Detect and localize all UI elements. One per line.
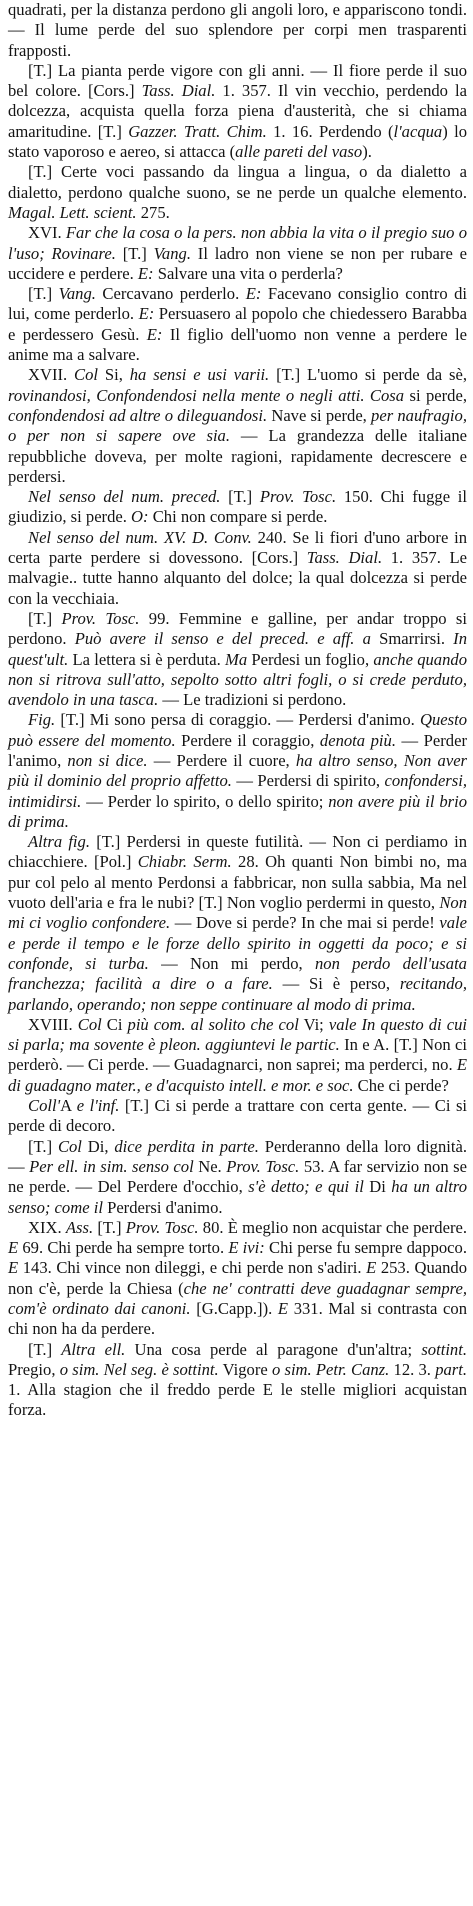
text-run: A bbox=[60, 1096, 77, 1116]
text-run: 1. 16. Perdendo ( bbox=[266, 121, 394, 141]
text-run: XIX. bbox=[28, 1217, 66, 1237]
text-run: Vi; bbox=[298, 1014, 329, 1034]
paragraph bbox=[8, 1096, 467, 1137]
italic-run: Vang. bbox=[153, 243, 191, 263]
text-run: Si, bbox=[98, 365, 130, 385]
italic-run: Ass. bbox=[65, 1217, 94, 1237]
italic-run: Prov. Tosc. bbox=[226, 1156, 300, 1176]
text-run: 1. 357. Le malvagie.. tutte hanno alquanto del dolce; la qual dolcezza si perde con la vecchiaia. bbox=[8, 548, 467, 608]
text-run: 150. Chi fugge il giudizio, si perde. bbox=[8, 487, 467, 527]
text-run: — Perder lo spirito, o dello spirito; bbox=[81, 791, 329, 811]
paragraph bbox=[8, 1218, 467, 1340]
text-run: 28. Oh quanti Non bimbi no, ma pur col pelo al mento Perdonsi a fabbricar, non sulla sabbia, Ma nel vuoto dell'aria e fra le nubi? [T.] Non voglio perdermi in questo, bbox=[8, 852, 467, 913]
text-run: si perde, bbox=[404, 385, 467, 405]
text-run: La lettera si è perduta. bbox=[68, 649, 226, 669]
italic-run: Altra fig. bbox=[28, 832, 90, 852]
italic-run: ha un altro senso; come il bbox=[8, 1177, 467, 1217]
italic-run: E bbox=[8, 1238, 19, 1258]
italic-run: non avere più il brio di prima. bbox=[8, 791, 467, 831]
text-run: 331. Mal si contrasta con chi non ha da perdere. bbox=[8, 1299, 467, 1339]
text-run: — Dove si perde? In che mai si perde! bbox=[170, 913, 440, 933]
text-run: — Le tradizioni si perdono. bbox=[158, 690, 347, 710]
paragraph bbox=[8, 162, 467, 223]
text-run: Perdersi d'animo. bbox=[102, 1197, 223, 1217]
italic-run: Non mi ci voglio confondere. bbox=[8, 893, 467, 933]
text-run: [T.] Certe voci passando da lingua a lingua, o da dialetto a dialetto, perdono qualche suono, se ne perde un qualche elemento. bbox=[8, 162, 467, 202]
text-run: [T.] bbox=[28, 1339, 62, 1359]
italic-run: Nel senso del num. preced. bbox=[28, 487, 221, 507]
text-run: Di bbox=[363, 1177, 392, 1197]
text-run: Smarrirsi. bbox=[370, 629, 454, 649]
text-run: ) lo stato vaporoso e aereo, si attacca ( bbox=[8, 121, 467, 162]
text-run: Perderanno della loro dignità. — bbox=[8, 1136, 467, 1176]
italic-run: confondersi, intimidirsi. bbox=[8, 771, 467, 811]
italic-run: vale In questo di cui si parla; ma sovente è pleon. aggiuntevi le partic. bbox=[8, 1014, 467, 1055]
italic-run: E bbox=[277, 1299, 289, 1318]
text-run: 1. 357. Il vin vecchio, perdendo la dolcezza, acquista quella forza piena d'austerità, che si chiama amaritudine. [T.] bbox=[8, 81, 467, 141]
text-run: ). bbox=[362, 142, 372, 162]
italic-run: s'è detto; e qui il bbox=[248, 1177, 364, 1197]
text-run: [T.] bbox=[220, 487, 260, 507]
italic-run: O: bbox=[131, 507, 149, 527]
text-run: Il figlio dell'uomo non venne a perdere le anime ma a salvare. bbox=[8, 324, 468, 365]
text-run: Chi perse fu sempre dappoco. bbox=[264, 1238, 467, 1258]
italic-run: Tass. Dial. bbox=[141, 81, 216, 101]
italic-run: che ne' contratti deve guadagnar sempre, com'è ordinato dai canoni. bbox=[8, 1278, 467, 1318]
italic-run: alle pareti del vaso bbox=[235, 142, 363, 162]
text-run: 69. Chi perde ha sempre torto. bbox=[18, 1238, 229, 1258]
text-run: XVIII. bbox=[28, 1014, 78, 1034]
italic-run: Nel senso del num. XV. D. Conv. bbox=[28, 527, 252, 547]
text-run: Salvare una vita o perderla? bbox=[153, 263, 343, 283]
italic-run: Col bbox=[74, 365, 99, 385]
paragraph bbox=[8, 61, 467, 162]
italic-run: Chiabr. Serm. bbox=[137, 852, 232, 872]
text-run: Che ci perde? bbox=[353, 1075, 449, 1095]
italic-run: Prov. Tosc. bbox=[259, 487, 337, 507]
text-run: Perdere il coraggio, bbox=[175, 730, 320, 750]
text-run: — Perder l'animo, bbox=[8, 730, 467, 770]
italic-run: E bbox=[366, 1258, 377, 1278]
text-run: Nave si perde, bbox=[267, 405, 372, 425]
text-run: 253. Quando non c'è, perde la Chiesa ( bbox=[8, 1258, 468, 1298]
italic-run: Fig. bbox=[28, 710, 56, 730]
text-run: Facevano consiglio contro di lui, come perderlo. bbox=[8, 284, 467, 324]
italic-run: part. bbox=[435, 1359, 467, 1379]
text-run: [T.] Perdersi in queste futilità. — Non ci perdiamo in chiacchiere. [Pol.] bbox=[8, 832, 467, 872]
italic-run: denota più. bbox=[319, 730, 396, 750]
italic-run: confondendosi ad altre o dileguandosi. bbox=[8, 405, 268, 425]
text-run: [T.] Ci si perde a trattare con certa gente. — Ci si perde di decoro. bbox=[8, 1096, 468, 1136]
italic-run: Prov. Tosc. bbox=[61, 608, 140, 628]
italic-run: o sim. Nel seg. è sottint. bbox=[59, 1359, 219, 1379]
paragraph bbox=[8, 1340, 467, 1421]
italic-run: e l'inf. bbox=[76, 1096, 120, 1116]
text-run: — Si è perso, bbox=[272, 974, 400, 994]
paragraph bbox=[8, 0, 467, 61]
paragraph bbox=[8, 528, 467, 609]
text-run: — Perdere il cuore, bbox=[147, 750, 296, 770]
text-run: [T.] bbox=[28, 284, 59, 304]
paragraph bbox=[8, 284, 467, 365]
italic-run: l'acqua bbox=[393, 121, 443, 141]
paragraph bbox=[8, 365, 467, 487]
text-run: quadrati, per la distanza perdono gli angoli loro, e appariscono tondi. — Il lume perde del suo splendore per corpi men trasparenti frapposti. bbox=[8, 0, 467, 60]
text-run: Cercavano perderlo. bbox=[95, 284, 246, 304]
italic-run: per naufragio, o per non si sapere ove sia. bbox=[8, 405, 467, 446]
paragraph bbox=[8, 487, 467, 528]
text-run: — La grandezza delle italiane repubbliche doveva, per molte ragioni, rapidamente decrescere e perdersi. bbox=[8, 426, 467, 486]
italic-run: non si dice. bbox=[67, 750, 148, 770]
text-run: 1. Alla stagion che il freddo perde E le stelle migliori acquistan forza. bbox=[8, 1380, 467, 1420]
paragraph bbox=[8, 832, 467, 1015]
italic-run: Può avere il senso e del preced. e aff. a bbox=[74, 629, 371, 649]
italic-run: Far che la cosa o la pers. non abbia la vita o il pregio suo o l'uso; Rovinare. bbox=[8, 223, 467, 263]
text-run: 240. Se li fiori d'uno arbore in certa parte perdere si dovessono. [Cors.] bbox=[8, 527, 467, 568]
text-run: Vigore bbox=[218, 1359, 272, 1379]
text-run: 143. Chi vince non dileggi, e chi perde non s'adiri. bbox=[18, 1258, 367, 1278]
italic-run: ha altro senso, Non aver più il dominio del proprio affetto. bbox=[8, 750, 468, 791]
text-run: [T.] La pianta perde vigore con gli anni. — Il fiore perde il suo bel colore. [Cors.] bbox=[8, 60, 467, 101]
italic-run: Per ell. in sim. senso col bbox=[29, 1156, 194, 1176]
text-run: Pregio, bbox=[8, 1359, 60, 1379]
italic-run: anche quando non si ritrova sull'atto, sepolto sotto altri fogli, o si crede perduto, avendolo in una tasca. bbox=[8, 649, 467, 710]
text-run: [T.] bbox=[115, 243, 154, 263]
text-run: [T.] L'uomo si perde da sè, bbox=[269, 365, 467, 385]
italic-run: E: bbox=[138, 304, 155, 324]
italic-run: Coll' bbox=[28, 1096, 61, 1116]
text-run: [T.] bbox=[28, 608, 62, 628]
italic-run: o sim. Petr. Canz. bbox=[271, 1359, 390, 1379]
italic-run: ha sensi e usi varii. bbox=[129, 365, 270, 385]
text-run: In e A. [T.] Non ci perderò. — Ci perde. — Guadagnarci, non saprei; ma perderci, no. bbox=[8, 1035, 468, 1075]
italic-run: E: bbox=[137, 263, 154, 283]
italic-run: E ivi: bbox=[228, 1238, 265, 1258]
text-run: XVI. bbox=[28, 223, 66, 243]
italic-run: Ma bbox=[225, 649, 248, 669]
italic-run: recitando, parlando, operando; non seppe continuare al modo di prima. bbox=[8, 974, 467, 1014]
italic-run: non perdo dell'usata franchezza; facilità a dire o a fare. bbox=[8, 953, 467, 994]
paragraph bbox=[8, 710, 467, 832]
text-run: 53. A far servizio non se ne perde. — Del Perdere d'occhio, bbox=[8, 1156, 467, 1197]
text-run: 12. 3. bbox=[389, 1359, 436, 1379]
italic-run: Col bbox=[57, 1136, 82, 1156]
text-run: Ci bbox=[101, 1014, 128, 1034]
italic-run: Magal. Lett. scient. bbox=[8, 202, 137, 222]
italic-run: E di guadagno mater., e d'acquisto intell. e mor. e soc. bbox=[8, 1055, 467, 1095]
text-run: Una cosa perde al paragone d'un'altra; bbox=[125, 1339, 422, 1359]
text-run: 99. Femmine e galline, per andar troppo si perdono. bbox=[8, 608, 467, 649]
italic-run: Questo può essere del momento. bbox=[8, 710, 467, 750]
paragraph bbox=[8, 223, 467, 284]
text-run: [T.] Mi sono persa di coraggio. — Perdersi d'animo. bbox=[55, 710, 420, 730]
italic-run: In quest'ult. bbox=[8, 629, 467, 669]
italic-run: Tass. Dial. bbox=[306, 548, 383, 568]
italic-run: sottint. bbox=[421, 1339, 467, 1359]
text-run: Di, bbox=[81, 1136, 115, 1156]
italic-run: Vang. bbox=[58, 284, 96, 304]
italic-run: Altra ell. bbox=[61, 1339, 126, 1359]
text-run: Perdesi un foglio, bbox=[247, 649, 374, 669]
italic-run: vale e perde il tempo e le forze dello spirito in oggetti da poco; e si confonde, si turba. bbox=[8, 913, 468, 973]
italic-run: E bbox=[8, 1258, 19, 1278]
text-run: Persuasero al popolo che chiedessero Barabba e perdessero Gesù. bbox=[8, 304, 467, 344]
paragraph bbox=[8, 1137, 467, 1218]
italic-run: rovinandosi, Confondendosi nella mente o negli atti. Cosa bbox=[8, 385, 405, 405]
italic-run: dice perdita in parte. bbox=[114, 1136, 259, 1156]
italic-run: E: bbox=[245, 284, 262, 304]
text-run: — Non mi perdo, bbox=[148, 953, 315, 973]
text-run: 275. bbox=[136, 202, 170, 222]
paragraph bbox=[8, 1015, 467, 1096]
italic-run: Prov. Tosc. bbox=[125, 1217, 199, 1237]
text-run: 80. È meglio non acquistar che perdere. bbox=[198, 1217, 467, 1237]
text-run: Il ladro non viene se non per rubare e uccidere e perdere. bbox=[8, 243, 467, 283]
text-run: Chi non compare si perde. bbox=[148, 507, 328, 527]
text-run: Ne. bbox=[193, 1156, 227, 1176]
italic-run: più com. al solito che col bbox=[127, 1014, 299, 1034]
text-run: [G.Capp.]). bbox=[190, 1299, 278, 1318]
text-run: XVII. bbox=[28, 365, 75, 385]
text-run: — Perdersi di spirito, bbox=[231, 771, 385, 791]
text-run: [T.] bbox=[28, 1136, 58, 1156]
italic-run: Gazzer. Tratt. Chim. bbox=[128, 121, 267, 141]
italic-run: Col bbox=[77, 1014, 102, 1034]
text-run: [T.] bbox=[93, 1217, 126, 1237]
paragraph bbox=[8, 609, 467, 710]
italic-run: E: bbox=[146, 324, 163, 344]
